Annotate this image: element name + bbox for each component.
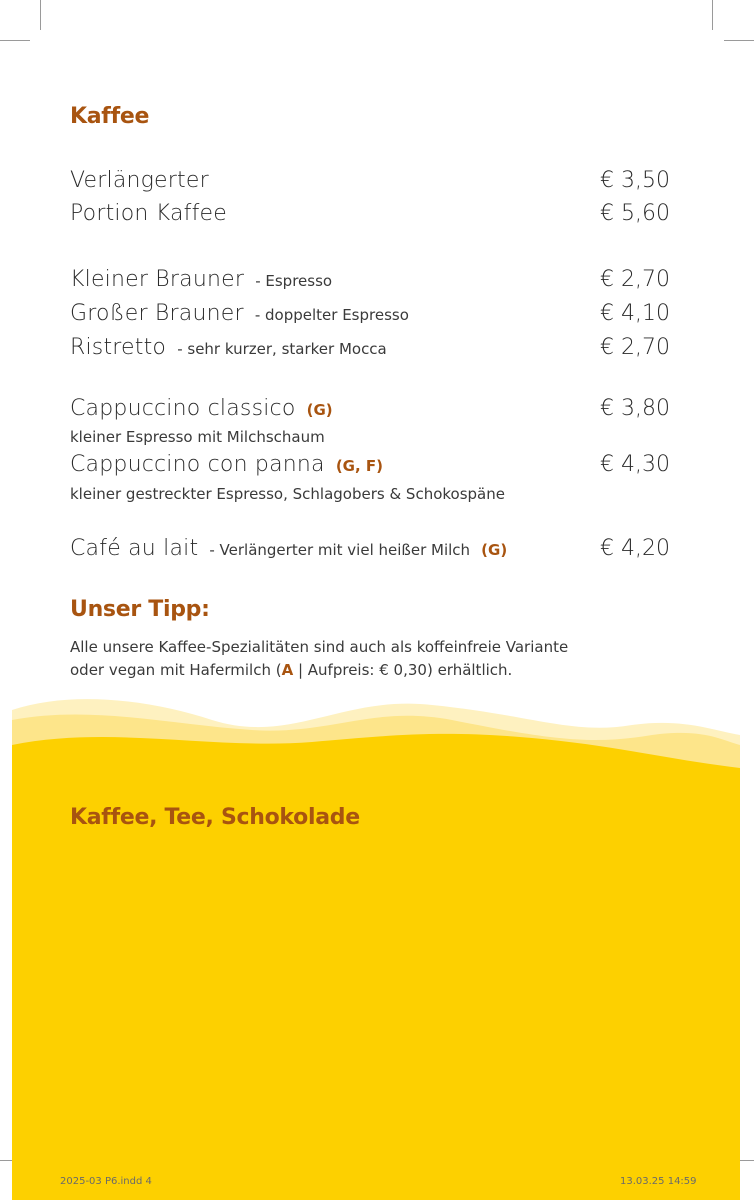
menu-item (70, 267, 670, 297)
item-price: € 3,50 (600, 168, 670, 193)
item-description: - Espresso (255, 272, 333, 290)
tipp-line-1: Alle unsere Kaffee-Spezialitäten sind auch als koffeinfreie Variante (70, 638, 569, 656)
item-price: € 4,20 (600, 536, 670, 561)
tipp-line-2-start: oder vegan mit Hafermilch ( (70, 661, 282, 679)
menu-item (70, 396, 670, 426)
menu-item (70, 335, 670, 365)
tipp-line-2-end: | Aufpreis: € 0,30) erhältlich. (293, 661, 513, 679)
item-name: Portion Kaffee (70, 201, 228, 226)
item-price: € 3,80 (600, 396, 670, 421)
section-title-kaffee-tee-schokolade: Kaffee, Tee, Schokolade (70, 805, 360, 830)
menu-page (12, 0, 740, 1200)
item-description: - sehr kurzer, starker Mocca (177, 340, 387, 358)
item-price: € 4,30 (600, 452, 670, 477)
item-allergen: (G) (481, 541, 508, 559)
menu-item (70, 452, 670, 482)
tipp-line-2 (70, 659, 630, 682)
section-title-kaffee: Kaffee (70, 104, 150, 129)
menu-item (70, 536, 670, 566)
tipp-allergen: A (281, 661, 294, 679)
wave-background (12, 690, 740, 1200)
item-name: Verlängerter (70, 168, 209, 193)
menu-item (70, 168, 670, 198)
item-price: € 5,60 (600, 201, 670, 226)
item-name: Ristretto (70, 335, 167, 360)
item-name: Kleiner Brauner (70, 267, 245, 292)
item-subtitle: kleiner gestreckter Espresso, Schlagobers & Schokospäne (70, 485, 505, 503)
item-name: Cappuccino con panna (70, 452, 325, 477)
item-subtitle: kleiner Espresso mit Milchschaum (70, 428, 325, 446)
item-description: - doppelter Espresso (254, 306, 409, 324)
footer-file-info: 2025-03 P6.indd 4 (60, 1176, 152, 1187)
menu-item (70, 201, 670, 231)
item-price: € 2,70 (600, 267, 670, 292)
item-allergen: (G) (306, 401, 333, 419)
item-price: € 4,10 (600, 301, 670, 326)
item-description: - Verlängerter mit viel heißer Milch (209, 541, 471, 559)
footer-timestamp: 13.03.25 14:59 (620, 1176, 697, 1187)
item-name: Großer Brauner (70, 301, 244, 326)
menu-item (70, 301, 670, 331)
item-allergen: (G, F) (335, 457, 384, 475)
tipp-text (70, 636, 630, 682)
tipp-title: Unser Tipp: (70, 597, 210, 622)
item-name: Cappuccino classico (70, 396, 296, 421)
item-name: Café au lait (70, 536, 199, 561)
item-price: € 2,70 (600, 335, 670, 360)
